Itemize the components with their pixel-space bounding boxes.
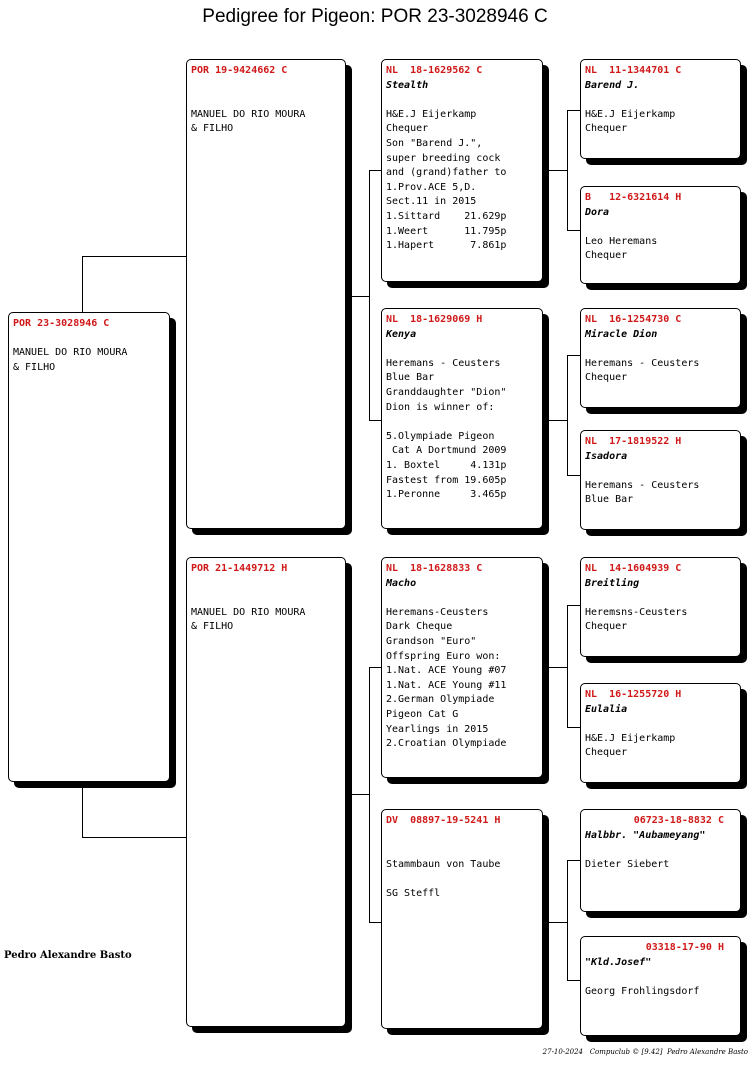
pigeon-info: Leo Heremans Chequer (585, 235, 658, 262)
ring-number: NL 17-1819522 H (585, 436, 682, 447)
pigeon-card-ffm[interactable] (580, 186, 741, 284)
owner-name: Pedro Alexandre Basto (4, 950, 132, 961)
pigeon-info: Georg Frohlingsdorf (585, 985, 700, 997)
pigeon-card-fmf[interactable] (580, 308, 741, 408)
pigeon-name (191, 79, 341, 94)
connector-line (567, 230, 581, 231)
pigeon-info: MANUEL DO RIO MOURA & FILHO (191, 606, 306, 633)
pigeon-info: Stammbaun von Taube SG Steffl (386, 858, 501, 899)
pigeon-card-mf[interactable] (381, 557, 543, 778)
ring-number: POR 23-3028946 C (13, 318, 110, 329)
pigeon-info: MANUEL DO RIO MOURA & FILHO (191, 108, 306, 135)
ring-number: 03318-17-90 H (645, 942, 724, 953)
pigeon-card-mmf[interactable] (580, 809, 741, 912)
pigeon-name: Kenya (386, 328, 417, 340)
connector-line (548, 922, 567, 923)
pigeon-name: Breitling (585, 577, 640, 589)
pigeon-name: Dora (585, 206, 610, 218)
pigeon-name: Miracle Dion (585, 328, 658, 340)
connector-line (567, 727, 581, 728)
ring-number: NL 16-1254730 C (585, 314, 682, 325)
pigeon-card-fmm[interactable] (580, 430, 741, 530)
connector-line (548, 667, 567, 668)
pigeon-info: H&E.J Eijerkamp Chequer Son "Barend J.", super breeding cock and (grand)father to 1.Prov.ACE 5,D. Sect.11 in 2015 1.Sittard 21.629p 1.Weert 11.795p 1.Hapert 7.861p (386, 108, 507, 252)
pigeon-info: Dieter Siebert (585, 858, 670, 870)
pigeon-info: Heremans - Ceusters Chequer (585, 357, 700, 384)
connector-line (567, 860, 581, 861)
page-title: Pedigree for Pigeon: POR 23-3028946 C (202, 6, 548, 27)
connector-line (567, 355, 581, 356)
ring-number: DV 08897-19-5241 H (386, 815, 501, 826)
pigeon-name: Halbbr. "Aubameyang" (585, 829, 706, 841)
ring-number: POR 19-9424662 C (191, 65, 288, 76)
ring-number: NL 18-1629562 C (386, 65, 483, 76)
connector-line (567, 605, 581, 606)
pigeon-info: H&E.J Eijerkamp Chequer (585, 732, 676, 759)
pigeon-card-subject[interactable] (8, 312, 170, 782)
pigeon-info: H&E.J Eijerkamp Chequer (585, 108, 676, 135)
pigeon-info: Heremans - Ceusters Blue Bar Granddaughter "Dion" Dion is winner of: 5.Olympiade Pigeon Cat A Dortmund 2009 1. Boxtel 4.131p Fastest from 19.605p 1.Peronne 3.465p (386, 357, 507, 501)
pigeon-card-mother[interactable] (186, 557, 346, 1027)
ring-number: 06723-18-8832 C (633, 815, 724, 826)
pigeon-card-ff[interactable] (381, 59, 543, 282)
ring-number: B 12-6321614 H (585, 192, 682, 203)
pigeon-name (386, 829, 538, 844)
connector-line (548, 170, 567, 171)
connector-line (369, 170, 370, 420)
connector-line (567, 475, 581, 476)
pigeon-card-mff[interactable] (580, 557, 741, 657)
pigeon-info: Heremans-Ceusters Dark Cheque Grandson "Euro" Offspring Euro won: 1.Nat. ACE Young #07 1.Nat. ACE Young #11 2.German Olympiade Pigeon Cat G Yearlings in 2015 2.Croatian Olympiade (386, 606, 507, 750)
ring-number: NL 11-1344701 C (585, 65, 682, 76)
footer-credit: 27-10-2024 Compuclub © [9.42] Pedro Alexandre Basto (542, 1048, 748, 1056)
pigeon-card-mm[interactable] (381, 809, 543, 1029)
connector-line (567, 605, 568, 727)
pigeon-card-father[interactable] (186, 59, 346, 529)
ring-number: NL 18-1628833 C (386, 563, 483, 574)
pigeon-card-mmm[interactable] (580, 936, 741, 1036)
ring-number: POR 21-1449712 H (191, 563, 288, 574)
pigeon-name: Barend J. (585, 79, 640, 91)
pigeon-info: Heremsns-Ceusters Chequer (585, 606, 688, 633)
ring-number: NL 14-1604939 C (585, 563, 682, 574)
connector-line (567, 110, 568, 230)
connector-line (567, 980, 581, 981)
ring-number: NL 18-1629069 H (386, 314, 483, 325)
pigeon-info: Heremans - Ceusters Blue Bar (585, 479, 700, 506)
connector-line (345, 794, 369, 795)
ring-number: NL 16-1255720 H (585, 689, 682, 700)
pigeon-name: Isadora (585, 450, 628, 462)
connector-line (567, 860, 568, 980)
pigeon-card-fm[interactable] (381, 308, 543, 529)
connector-line (567, 110, 581, 111)
pigeon-card-mfm[interactable] (580, 683, 741, 783)
connector-line (82, 256, 187, 257)
connector-line (548, 420, 567, 421)
pigeon-info: MANUEL DO RIO MOURA & FILHO (13, 347, 128, 373)
pigeon-name (13, 332, 165, 347)
pigeon-card-fff[interactable] (580, 59, 741, 159)
connector-line (567, 355, 568, 475)
pigeon-name (191, 577, 341, 592)
pigeon-name: Macho (386, 577, 417, 589)
connector-line (82, 837, 187, 838)
pigeon-name: "Kld.Josef" (585, 956, 652, 968)
connector-line (345, 296, 369, 297)
pigeon-name: Stealth (386, 79, 429, 91)
connector-line (369, 667, 370, 922)
pigeon-name: Eulalia (585, 703, 628, 715)
